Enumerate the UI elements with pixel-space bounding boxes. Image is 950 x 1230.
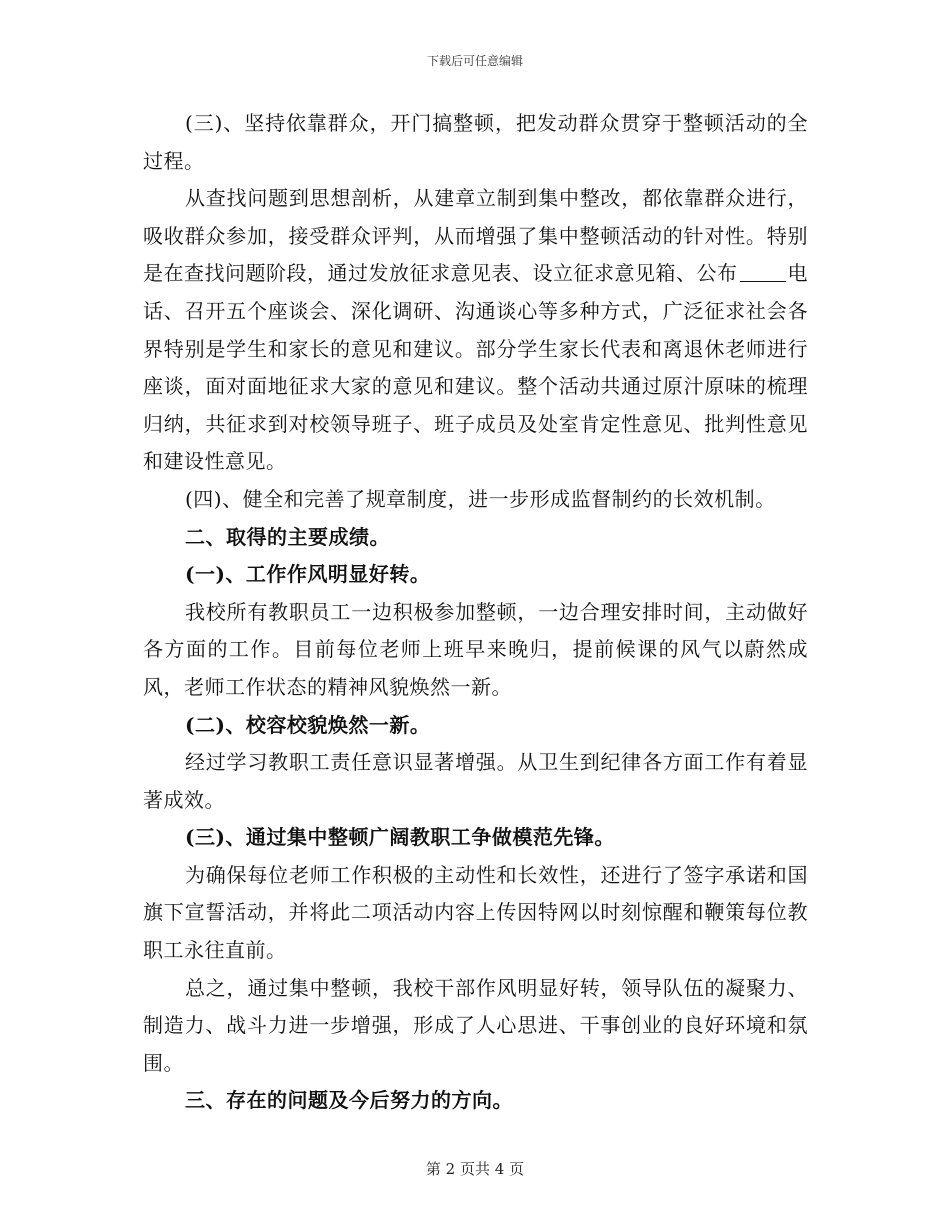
paragraph-model-pioneer: 为确保每位老师工作积极的主动性和长效性，还进行了签字承诺和国旗下宣誓活动，并将此二项活动内容上传因特网以时刻惊醒和鞭策每位教职工永往直前。	[143, 862, 808, 963]
subheading-model-pioneer: (三)、通过集中整顿广阔教职工争做模范先锋。	[185, 825, 615, 850]
document-body	[143, 105, 808, 1120]
paragraph-summary: 总之，通过集中整顿，我校干部作风明显好转，领导队伍的凝聚力、制造力、战斗力进一步增强，形成了人心思进、干事创业的良好环境和氛围。	[143, 975, 808, 1075]
blank-underline	[740, 261, 786, 282]
paragraph-mass-participation	[143, 180, 808, 481]
section-heading-achievements: 二、取得的主要成绩。	[185, 524, 390, 549]
paragraph-principle-3: (三)、坚持依靠群众，开门搞整顿，把发动群众贯穿于整顿活动的全过程。	[143, 111, 808, 173]
subheading-work-style: (一)、工作作风明显好转。	[185, 562, 431, 587]
subheading-campus-look: (二)、校容校貌焕然一新。	[185, 712, 431, 737]
paragraph-text-after-blank: 电话、召开五个座谈会、深化调研、沟通谈心等多种方式，广泛征求社会各界特别是学生和家长的意见和建议。部分学生家长代表和离退休老师进行座谈，面对面地征求大家的意见和建议。整个活动共通过原汁原味的梳理归纳，共征求到对校领导班子、班子成员及处室肯定性意见、批判性意见和建设性意见。	[143, 261, 808, 474]
page-footer: 第 2 页共 4 页	[425, 1160, 525, 1178]
page-header: 下载后可任意编辑	[426, 54, 523, 68]
paragraph-text-before-blank: 从查找问题到思想剖析，从建章立制到集中整改，都依靠群众进行，吸收群众参加，接受群众评判，从而增强了集中整顿活动的针对性。特别是在查找问题阶段，通过发放征求意见表、设立征求意见箱、公布	[143, 186, 808, 286]
section-heading-problems: 三、存在的问题及今后努力的方向。	[185, 1088, 513, 1113]
paragraph-work-style: 我校所有教职员工一边积极参加整顿，一边合理安排时间，主动做好各方面的工作。目前每位老师上班早来晚归，提前候课的风气以蔚然成风，老师工作状态的精神风貌焕然一新。	[143, 599, 808, 699]
paragraph-principle-4: (四)、健全和完善了规章制度，进一步形成监督制约的长效机制。	[185, 486, 776, 511]
paragraph-campus-look: 经过学习教职工责任意识显著增强。从卫生到纪律各方面工作有着显著成效。	[143, 750, 808, 812]
